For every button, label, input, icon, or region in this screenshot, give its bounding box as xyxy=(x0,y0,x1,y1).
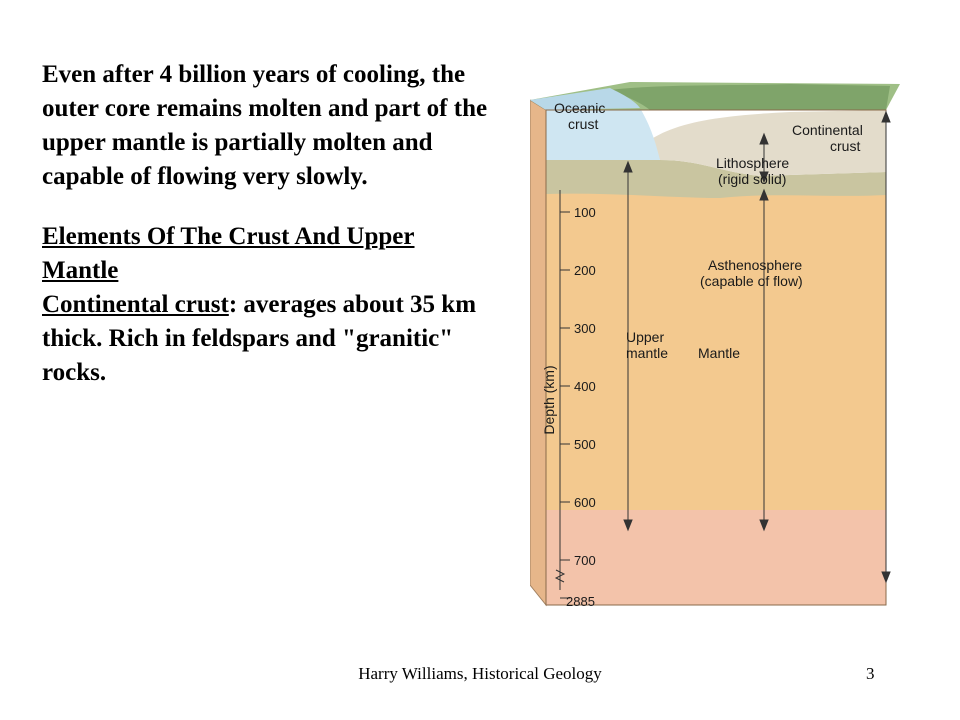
continental-crust-label-line2: crust xyxy=(830,138,861,154)
tick-label-100: 100 xyxy=(574,205,596,220)
tick-label-200: 200 xyxy=(574,263,596,278)
continental-crust-paragraph xyxy=(42,288,492,390)
lithosphere-label-line2: (rigid solid) xyxy=(718,171,787,187)
section-heading: Elements Of The Crust And Upper Mantle xyxy=(42,223,415,284)
oceanic-crust-label-line1: Oceanic xyxy=(554,100,606,116)
asthenosphere-label-line1: Asthenosphere xyxy=(708,257,803,273)
asthenosphere-label-line2: (capable of flow) xyxy=(700,273,803,289)
upper-mantle-label-line1: Upper xyxy=(626,329,665,345)
block-side-face xyxy=(530,100,546,605)
continental-crust-description: : averages about 35 km thick. Rich in feldspars and "granitic" rocks. xyxy=(42,291,477,386)
lower-mantle-band xyxy=(546,510,886,605)
tick-label-600: 600 xyxy=(574,495,596,510)
slide-text xyxy=(42,58,492,390)
depth-axis-label: Depth (km) xyxy=(541,365,557,435)
paragraph-gap xyxy=(42,194,492,220)
slide-footer xyxy=(0,664,960,688)
continental-crust-term: Continental crust xyxy=(42,291,229,318)
earth-layers-block-diagram xyxy=(530,80,900,610)
continental-crust-label-line1: Continental xyxy=(792,122,863,138)
tick-label-300: 300 xyxy=(574,321,596,336)
land-surface xyxy=(610,84,890,110)
upper-mantle-label-line2: mantle xyxy=(626,345,669,361)
tick-label-400: 400 xyxy=(574,379,596,394)
oceanic-crust-label-line2: crust xyxy=(568,116,599,132)
mantle-label: Mantle xyxy=(698,345,741,361)
tick-label-500: 500 xyxy=(574,437,596,452)
intro-paragraph: Even after 4 billion years of cooling, the outer core remains molten and part of the upper mantle is partially molten and capable of flowing very slowly. xyxy=(42,61,488,190)
lithosphere-label-line1: Lithosphere xyxy=(716,155,790,171)
footer-credit: Harry Williams, Historical Geology xyxy=(358,664,602,683)
slide-number: 3 xyxy=(866,664,875,683)
tick-label-2885: 2885 xyxy=(566,594,595,609)
tick-label-700: 700 xyxy=(574,553,596,568)
